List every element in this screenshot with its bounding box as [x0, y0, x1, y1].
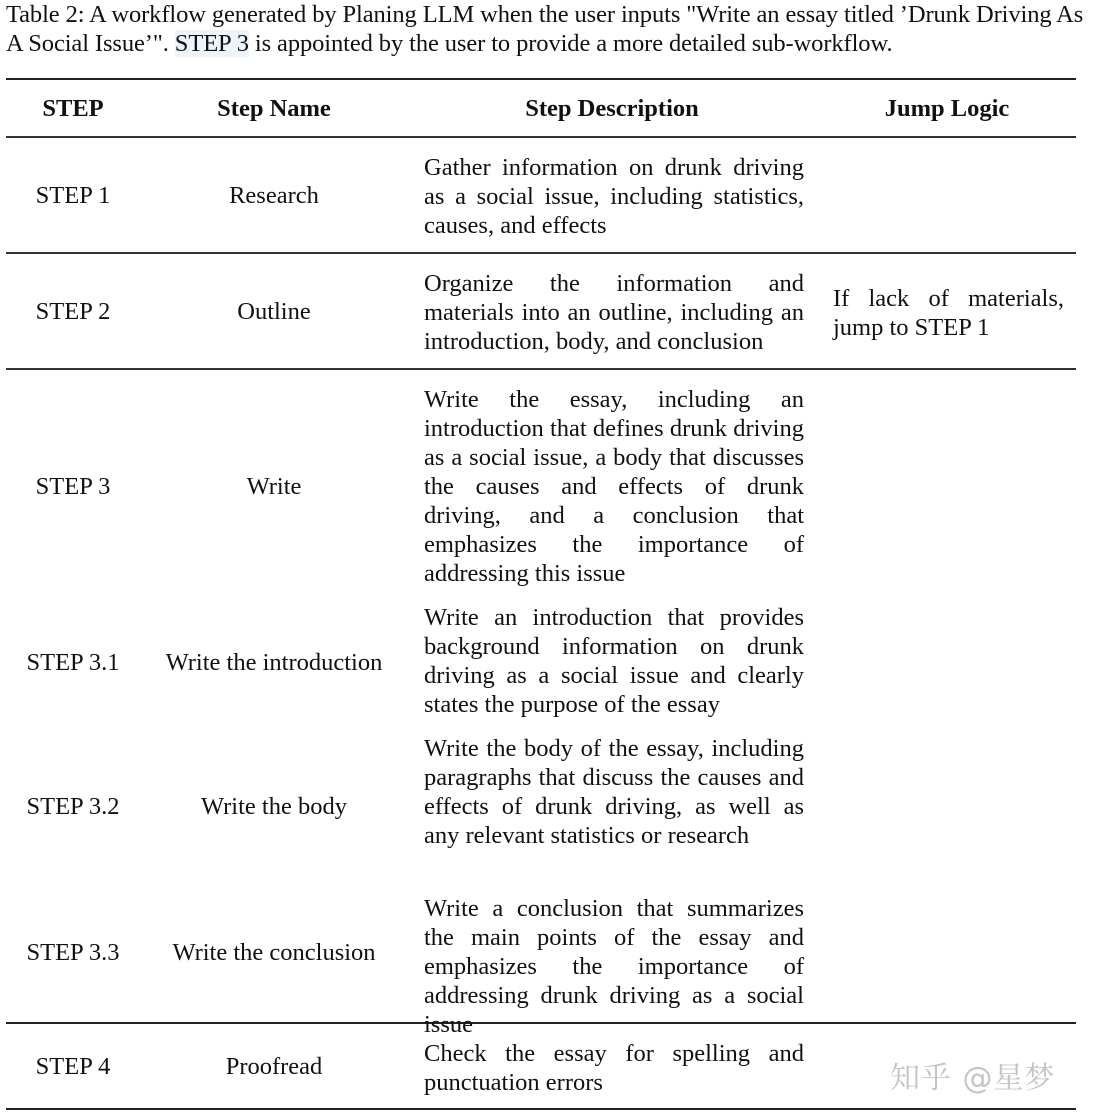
- step-id: STEP 4: [35, 1052, 111, 1080]
- step-id: STEP 3.1: [26, 648, 120, 676]
- caption-text-1: Table 2: A workflow generated by Planing LLM when the user inputs "Write an essay titled ’Drunk Driving As A Social Issue’".: [6, 1, 1084, 57]
- table-caption: [6, 0, 1090, 58]
- step-description: Check the essay for spelling and punctuation errors: [424, 1040, 804, 1096]
- bottom-rule: [6, 1108, 1076, 1110]
- header-step-name: Step Name: [217, 94, 331, 122]
- step-name: Write the body: [201, 793, 347, 820]
- step-description: Write a conclusion that summarizes the main points of the essay and emphasizes the importance of addressing drunk driving as a social issue: [424, 895, 804, 1038]
- caption-text-2: is appointed by the user to provide a more detailed sub-workflow.: [248, 30, 893, 57]
- step-description: Write the body of the essay, including paragraphs that discuss the causes and effects of drunk driving, as well as any relevant statistics or research: [424, 735, 804, 849]
- step-name: Outline: [237, 297, 311, 325]
- jump-logic: If lack of materials, jump to STEP 1: [833, 285, 1064, 341]
- header-step-description: Step Description: [525, 94, 699, 122]
- watermark: 知乎 @星梦: [890, 1061, 1056, 1096]
- step-name: Write the introduction: [165, 648, 383, 676]
- step-description: Write the essay, including an introduction that defines drunk driving as a social issue, a body that discusses the causes and effects of drunk driving, and a conclusion that emphasizes the importance of addressing this issue: [424, 386, 804, 587]
- caption-highlight: STEP 3: [174, 30, 249, 57]
- step-description: Gather information on drunk driving as a social issue, including statistics, causes, and effects: [424, 154, 804, 239]
- header-jump-logic: Jump Logic: [884, 94, 1010, 122]
- step-name: Write the conclusion: [172, 938, 376, 966]
- step-id: STEP 3.2: [26, 793, 120, 820]
- step-id: STEP 3: [35, 472, 111, 500]
- step-id: STEP 3.3: [26, 938, 120, 966]
- step-name: Research: [229, 181, 319, 209]
- step-name: Write: [246, 472, 302, 500]
- header-step: STEP: [42, 94, 104, 122]
- step-name: Proofread: [225, 1052, 323, 1080]
- step-id: STEP 2: [35, 297, 111, 325]
- step-description: Write an introduction that provides background information on drunk driving as a social issue and clearly states the purpose of the essay: [424, 604, 804, 718]
- step-id: STEP 1: [35, 181, 111, 209]
- step-description: Organize the information and materials into an outline, including an introduction, body, and conclusion: [424, 270, 804, 355]
